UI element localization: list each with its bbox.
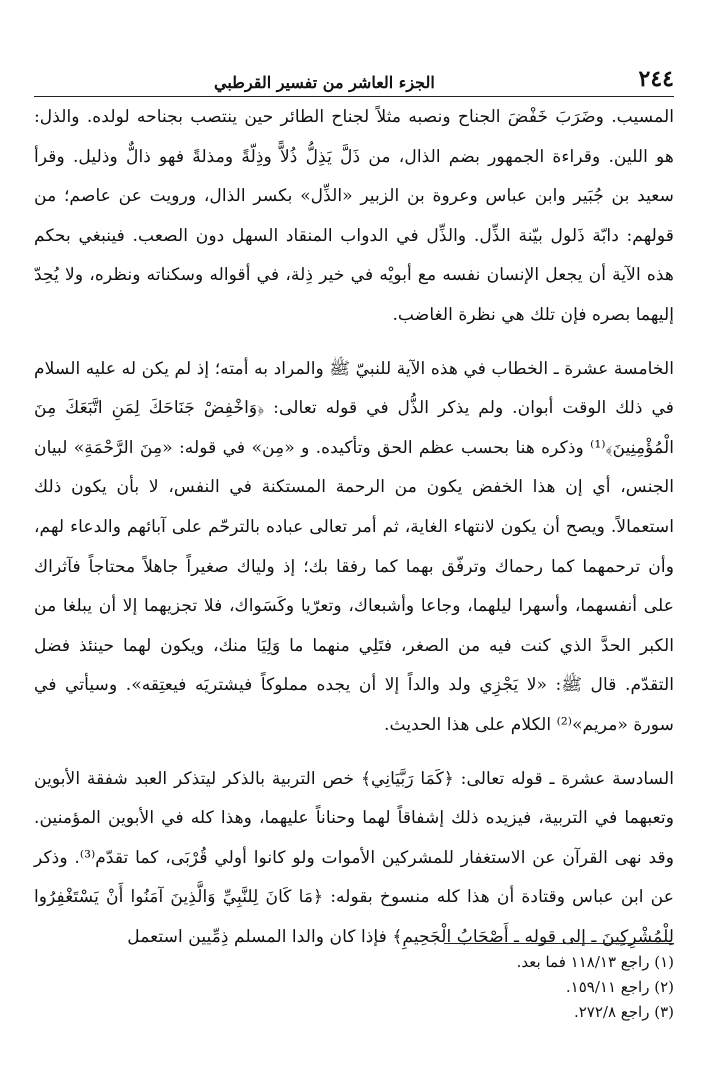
footnotes bbox=[34, 950, 674, 1025]
page-number: ٢٤٤ bbox=[638, 66, 674, 92]
footnote: (١) راجع ١١٨/١٣ فما بعد. bbox=[516, 953, 674, 971]
paragraph: السادسة عشرة ـ قوله تعالى: ﴿كَمَا رَبَّيَانِي﴾ خص التربية بالذكر ليتذكر العبد شفقة الأبوين وتعبهما في التربية، فيزيده ذلك إشفاقاً لهما وحناناً عليهما، وهذا كله في الأبوين المؤمنين. وقد نهى القرآن عن الاستغفار للمشركين الأموات ولو كانوا أولي قُرْبَى، كما تقدّم⁽³⁾. وذكر عن ابن عباس وقتادة أن هذا كله منسوخ بقوله: ﴿مَا كَانَ لِلنَّبِيِّ وَالَّذِينَ آمَنُوا أَنْ يَسْتَغْفِرُوا لِلْمُشْرِكِينَ ـ إلى قوله ـ أَصْحَابُ الْجَحِيمِ﴾ فإذا كان والدا المسلم ذِمِّيين استعمل bbox=[34, 768, 674, 947]
footnote: (٣) راجع ٢٧٢/٨. bbox=[573, 1003, 674, 1021]
paragraph-gap bbox=[34, 336, 674, 350]
paragraph: الخامسة عشرة ـ الخطاب في هذه الآية للنبيّ ﷺ والمراد به أمته؛ إذ لم يكن له عليه السلام في ذلك الوقت أبوان. ولم يذكر الذُّل في قوله تعالى: ﴿وَاخْفِضْ جَنَاحَكَ لِمَنِ اتَّبَعَكَ مِنَ الْمُؤْمِنِينَ﴾⁽¹⁾ وذكره هنا بحسب عظم الحق وتأكيده. و «مِن» في قوله: «مِنَ الرَّحْمَةِ» لبيان الجنس، أي إن هذا الخفض يكون من الرحمة المستكنة في النفس، لا بأن يكون ذلك استعمالاً. ويصح أن يكون لانتهاء الغاية، ثم أمر تعالى عباده بالترحّم على آبائهم والدعاء لهم، وأن ترحمهما كما رحماك وترفّق بهما كما رفقا بك؛ إذ ولياك صغيراً جاهلاً محتاجاً فآثراك على أنفسهما، وأسهرا ليلهما، وجاعا وأشبعاك، وتعرّيا وكَسَواك، فلا تجزيهما إلا أن يبلغا من الكبر الحدَّ الذي كنت فيه من الصغر، فتَلِي منهما ما وَلِيَا منك، ويكون لهما حينئذ فضل التقدّم. قال ﷺ: «لا يَجْزِي ولد والداً إلا أن يجده مملوكاً فيشتريَه فيعتِقه». وسيأتي في سورة «مريم»⁽²⁾ الكلام على هذا الحديث. bbox=[34, 358, 674, 735]
page-header bbox=[34, 60, 674, 97]
paragraph: المسيب. وضَرَبَ خَفْضَ الجناح ونصبه مثلاً لجناح الطائر حين ينتصب بجناحه لولده. والذل: هو اللين. وقراءة الجمهور بضم الذال، من ذَلَّ يَذِلُّ ذُلاًّ وذِلّةً ومذلةً فهو ذالٌّ وذليل. وقرأ سعيد بن جُبَير وابن عباس وعروة بن الزبير «الذِّل» بكسر الذال، ورويت عن عاصم؛ من قولهم: دابّة ذَلول بيّنة الذِّل. والذِّل في الدواب المنقاد السهل دون الصعب. فينبغي بحكم هذه الآية أن يجعل الإنسان نفسه مع أبويْه في خير ذِلة، في أقواله وسكناته ونظره، ولا يُحِدّ إليهما بصره فإن تلك هي نظرة الغاضب. bbox=[34, 107, 674, 325]
footnote-divider bbox=[444, 943, 674, 944]
running-title: الجزء العاشر من تفسير القرطبي bbox=[214, 73, 435, 92]
footnote: (٢) راجع ١٥٩/١١. bbox=[565, 978, 674, 996]
main-text bbox=[34, 98, 674, 957]
paragraph-gap bbox=[34, 746, 674, 760]
